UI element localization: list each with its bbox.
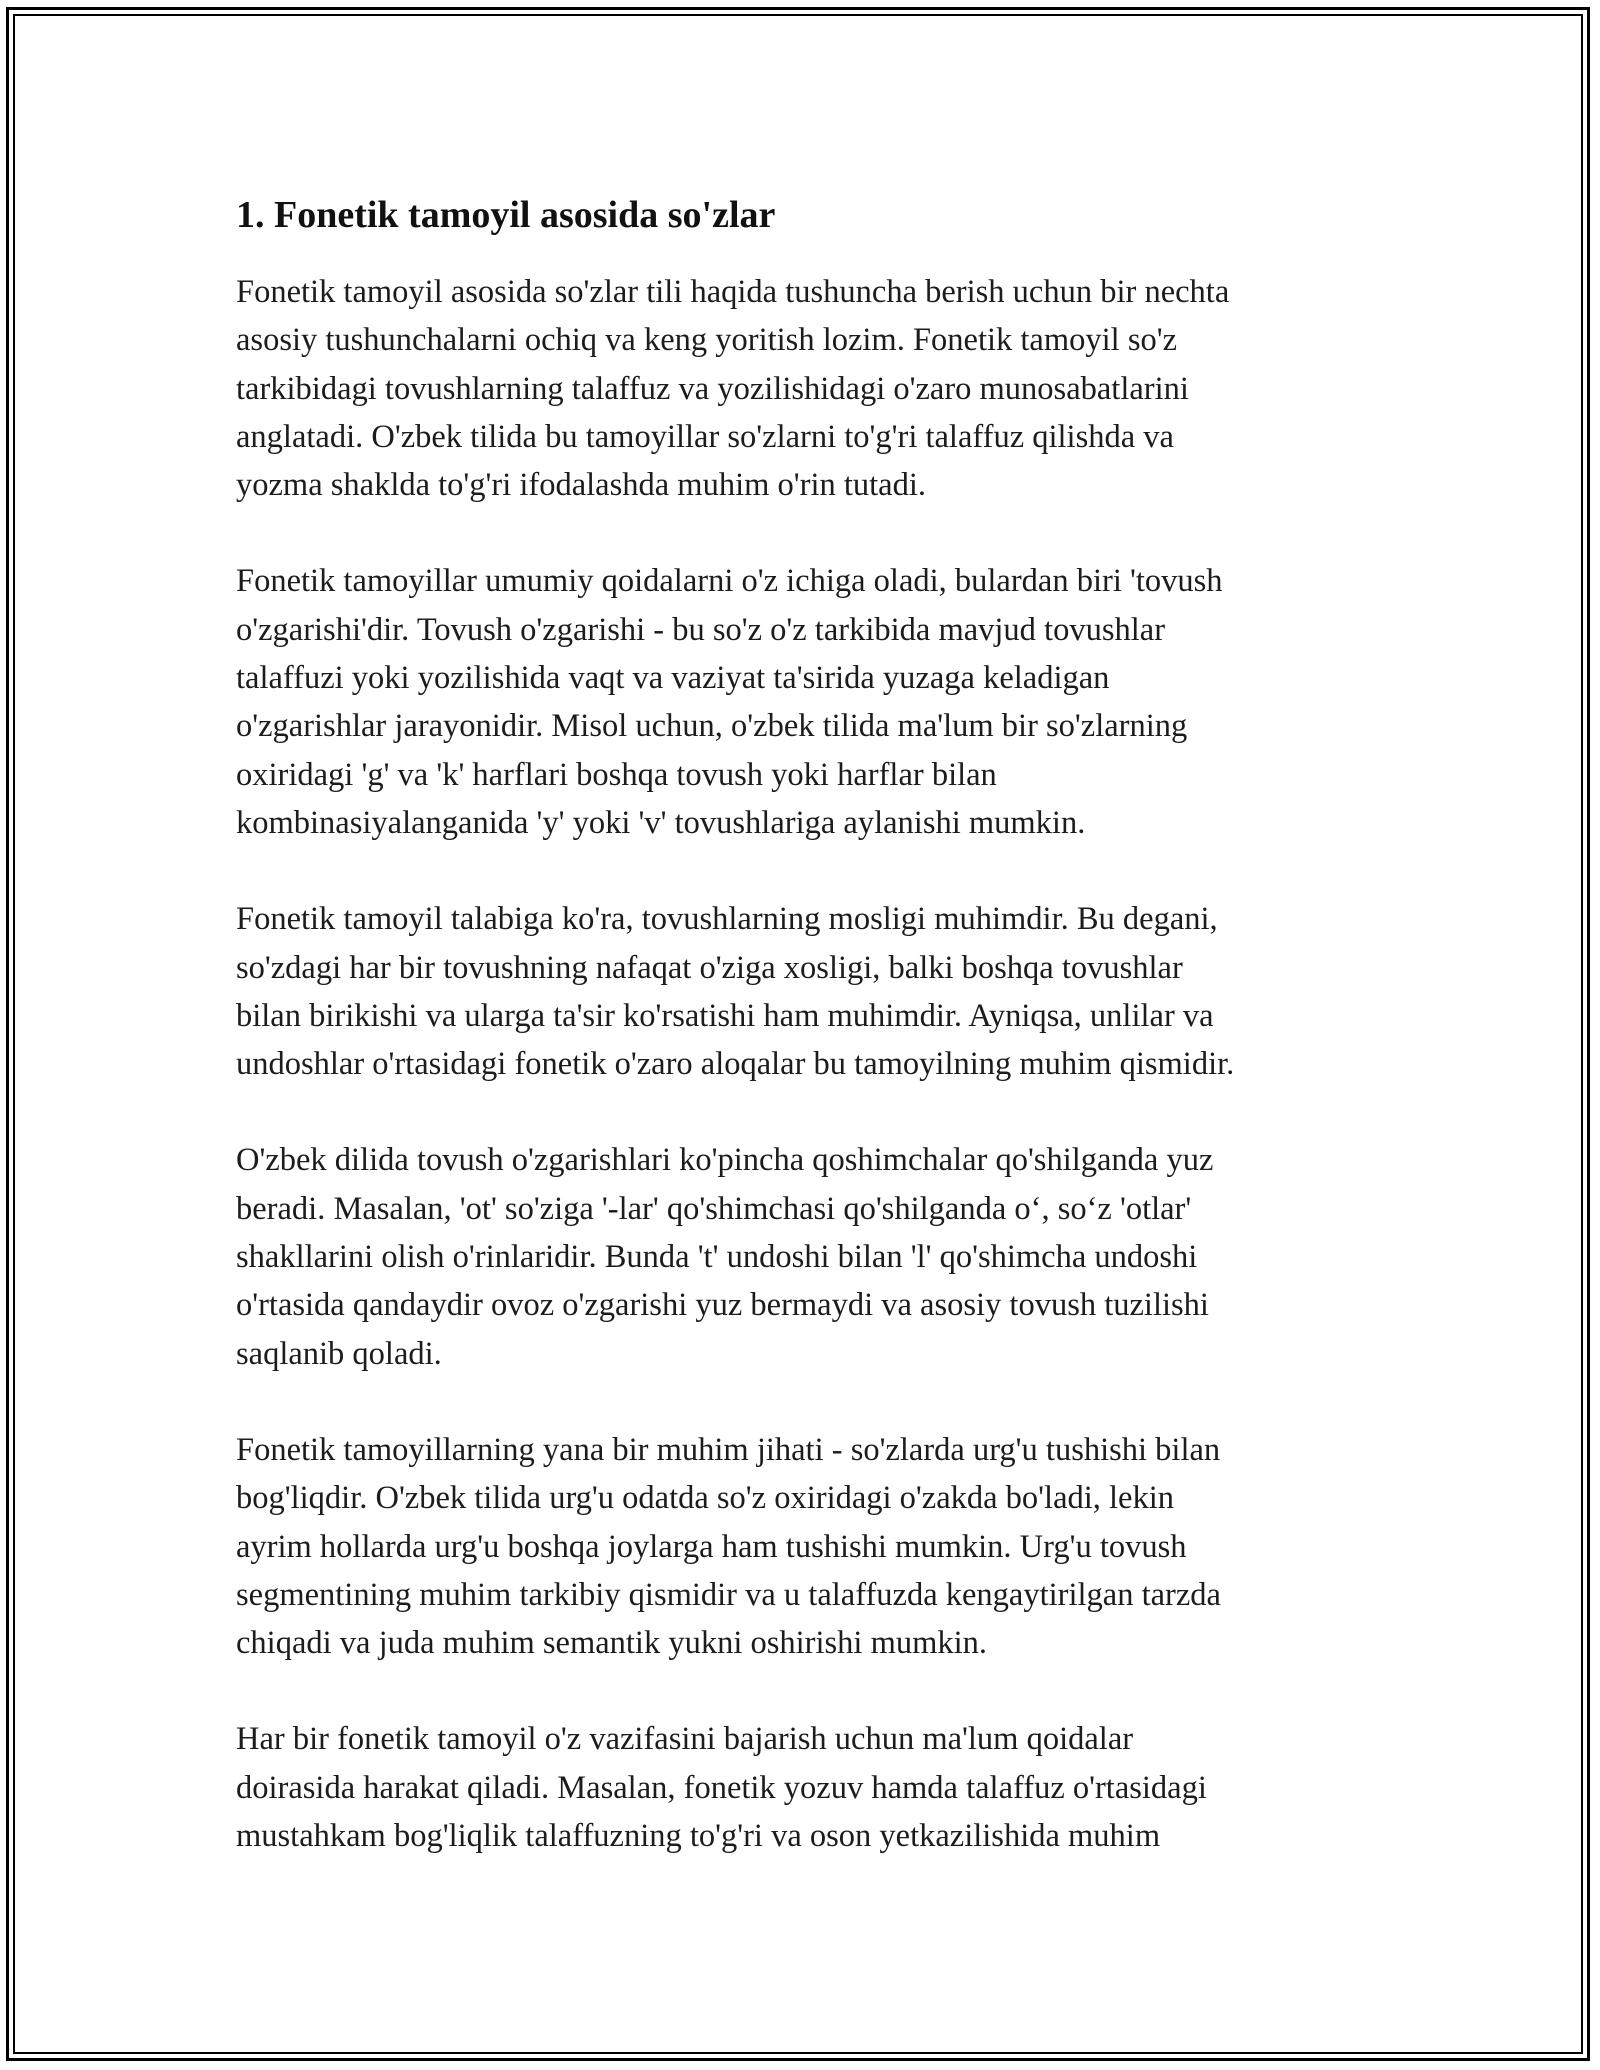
paragraph-line: Fonetik tamoyil talabiga ko'ra, tovushlarning mosligi muhimdir. Bu degani, [236,901,1218,938]
paragraph-line: Fonetik tamoyillarning yana bir muhim jihati - so'zlarda urg'u tushishi bilan [236,1431,1221,1468]
paragraph-line: beradi. Masalan, 'ot' so'ziga '-lar' qo'shimchasi qo'shilganda o‘, so‘z 'otlar' [236,1190,1192,1227]
paragraph-line: kombinasiyalanganida 'y' yoki 'v' tovushlariga aylanishi mumkin. [236,804,1086,841]
paragraph-line: Har bir fonetik tamoyil o'z vazifasini bajarish uchun ma'lum qoidalar [236,1721,1134,1758]
body-paragraph [236,268,1376,509]
paragraph-line: undoshlar o'rtasidagi fonetik o'zaro aloqalar bu tamoyilning muhim qismidir. [236,1046,1235,1083]
paragraph-line: segmentining muhim tarkibiy qismidir va u talaffuzda kengaytirilgan tarzda [236,1576,1221,1613]
paragraph-line: saqlanib qoladi. [236,1335,442,1372]
paragraph-line: asosiy tushunchalarni ochiq va keng yoritish lozim. Fonetik tamoyil so'z [236,322,1177,359]
paragraph-line: bilan birikishi va ularga ta'sir ko'rsatishi ham muhimdir. Ayniqsa, unlilar va [236,997,1214,1034]
paragraph-line: Fonetik tamoyil asosida so'zlar tili haqida tushuncha berish uchun bir nechta [236,274,1230,310]
paragraph-line: o'zgarishi'dir. Tovush o'zgarishi - bu so'z o'z tarkibida mavjud tovushlar [236,611,1166,648]
paragraph-line: chiqadi va juda muhim semantik yukni oshirishi mumkin. [236,1625,988,1662]
paragraph-line: shakllarini olish o'rinlaridir. Bunda 't' undoshi bilan 'l' qo'shimcha undoshi [236,1239,1198,1276]
paragraph-line: bog'liqdir. O'zbek tilida urg'u odatda so'z oxiridagi o'zakda bo'ladi, lekin [236,1480,1175,1517]
document-body [236,186,1376,1908]
paragraph-line: anglatadi. O'zbek tilida bu tamoyillar so'zlarni to'g'ri talaffuz qilishda va [236,418,1174,455]
paragraph-line: Fonetik tamoyillar umumiy qoidalarni o'z ichiga oladi, bulardan biri 'tovush [236,563,1223,600]
body-paragraph [236,895,1376,1088]
section-heading: 1. Fonetik tamoyil asosida so'zlar [236,194,776,236]
paragraph-line: ayrim hollarda urg'u boshqa joylarga ham tushishi mumkin. Urg'u tovush [236,1528,1187,1565]
paragraph-line: mustahkam bog'liqlik talaffuzning to'g'ri va oson yetkazilishida muhim [236,1818,1161,1855]
paragraph-line: doirasida harakat qiladi. Masalan, fonetik yozuv hamda talaffuz o'rtasidagi [236,1769,1207,1806]
paragraph-line: o'rtasida qandaydir ovoz o'zgarishi yuz bermaydi va asosiy tovush tuzilishi [236,1287,1209,1324]
body-paragraph [236,557,1376,847]
paragraph-line: oxiridagi 'g' va 'k' harflari boshqa tovush yoki harflar bilan [236,756,997,793]
paragraph-line: O'zbek dilida tovush o'zgarishlari ko'pincha qoshimchalar qo'shilganda yuz [236,1142,1214,1179]
body-paragraph [236,1715,1376,1860]
paragraph-line: yozma shaklda to'g'ri ifodalashda muhim o'rin tutadi. [236,467,926,504]
paragraph-line: o'zgarishlar jarayonidir. Misol uchun, o'zbek tilida ma'lum bir so'zlarning [236,708,1188,745]
paragraph-list [236,268,1376,1860]
paragraph-line: talaffuzi yoki yozilishida vaqt va vaziyat ta'sirida yuzaga keladigan [236,660,1110,697]
body-paragraph [236,1426,1376,1667]
paragraph-line: tarkibidagi tovushlarning talaffuz va yozilishidagi o'zaro munosabatlarini [236,370,1189,407]
body-paragraph [236,1136,1376,1377]
paragraph-line: so'zdagi har bir tovushning nafaqat o'ziga xosligi, balki boshqa tovushlar [236,949,1183,986]
